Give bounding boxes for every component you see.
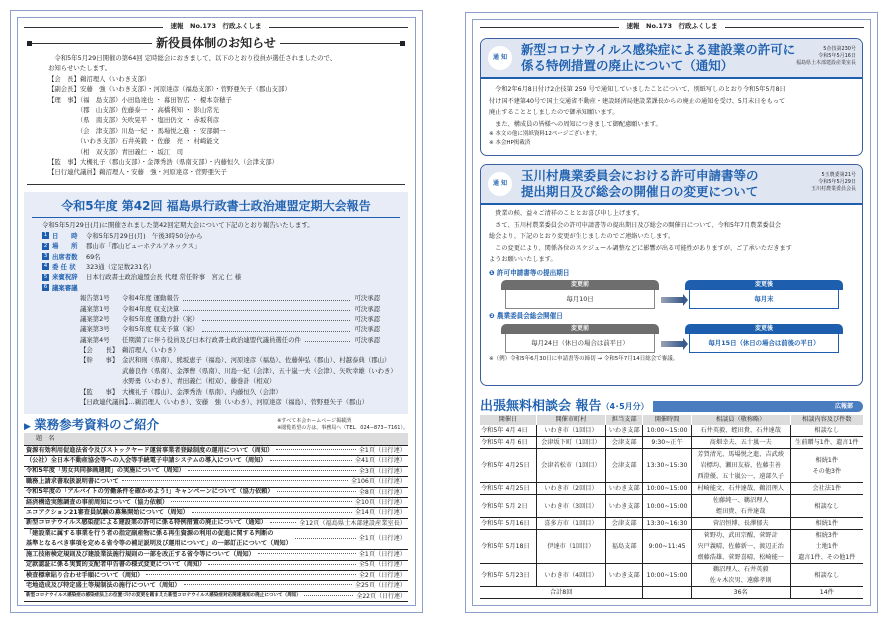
- table-cell: 10:00~15:00: [643, 495, 691, 518]
- notice-ref: 玉川村農業委員会長: [810, 186, 856, 192]
- table-row: [480, 437, 863, 449]
- table-cell: 令和5年 4月25日: [480, 449, 536, 483]
- item-label: 出席者数: [52, 252, 78, 261]
- leader-dots: [171, 501, 352, 502]
- table-cell: 髙畑幸夫、五十嵐一夫: [691, 437, 790, 449]
- reference-pages: 全41頁（日行連）: [354, 457, 406, 465]
- table-row: [480, 530, 863, 564]
- number-badge: 4: [43, 263, 48, 270]
- dept-banner: [653, 401, 863, 412]
- page-header-left: [24, 23, 408, 31]
- leader-dots: [184, 584, 352, 585]
- role-label: 【日政連代議員】: [80, 398, 132, 407]
- table-cell: 相談なし: [790, 564, 863, 587]
- reference-row[interactable]: [24, 529, 408, 550]
- role-label: 【監 事】: [80, 387, 119, 396]
- table-cell: 相続1件 その他3件: [790, 449, 863, 483]
- reference-title: 新型コロナウイルス感染症による建設業の許可に係る特例措置の廃止について（通知）: [26, 519, 267, 527]
- table-cell: 相続3件 土地1件 遺言1件、その他1件: [790, 530, 863, 564]
- table-cell: 鵜沼理人、石井英毅 佐々木次男、遠藤孝則: [691, 564, 790, 587]
- congress-item: [42, 262, 408, 272]
- references-column-header: 題 名: [24, 433, 408, 445]
- reference-title: 検査標章貼り合わせ手順について（周知）: [26, 571, 144, 579]
- leader-dots: [276, 449, 356, 450]
- number-badge: 6: [43, 284, 48, 291]
- reference-pages: 全25頁（日行連）: [354, 582, 406, 590]
- table-cell: 村崎能文、石井達哉、鵜沼理人: [691, 483, 790, 495]
- officer-line: 【会 長】鵜沼理人（いわき支部）: [48, 74, 151, 83]
- reference-title: 新型コロナウイルス感染症の感染症法上の位置づけの変更を踏まえた新型コロナウイルス感染症対応関連通知の廃止について（周知）: [26, 593, 301, 599]
- notice-note: ※ 本会HP掲載済: [489, 140, 531, 146]
- intro-line: 令和5年5月29日開催の第64回 定時総会におきまして、以下のとおり役員が選任されましたので、: [48, 54, 337, 62]
- reference-row[interactable]: [24, 477, 408, 487]
- agenda-result: 可決承認: [354, 304, 380, 313]
- reference-title: 定款認証に係る実質的支配者申告書の様式変更について（周知）: [26, 561, 206, 569]
- notice-ref: 5企技第230号: [823, 46, 856, 52]
- header-text: 速報 No.173 行政ふくしま: [626, 22, 718, 31]
- table-row: [480, 483, 863, 495]
- table-row: [480, 518, 863, 530]
- header-text: 速報 No.173 行政ふくしま: [170, 22, 262, 31]
- agenda-title: 令和5年度 運動方針（案）: [122, 314, 199, 323]
- table-row: [480, 564, 863, 587]
- table-row: [480, 425, 863, 437]
- leader-dots: [258, 553, 356, 554]
- congress-item: [42, 252, 408, 262]
- notice-body-line: さて、玉川村農業委員会の許可申請書等の提出期日及び総会の開催日について、令和5年7月農業委員会: [489, 221, 782, 229]
- agenda-row: [42, 314, 380, 324]
- reference-title: 施工技術検定規則及び建設業法施行規則の一部を改正する省令等について（周知）: [26, 550, 255, 558]
- leader-dots: [202, 324, 350, 331]
- notice-badge: 通 知: [488, 46, 512, 70]
- role-row: [42, 345, 398, 355]
- officer-line: 【日行連代議員】鵜沼理人・安藤 強・河原達彦・菅野亜矢子: [48, 168, 227, 177]
- after-value: 毎月15日（休日の場合は前後の平日）: [689, 334, 839, 353]
- reference-row[interactable]: [24, 467, 408, 477]
- leader-dots: [208, 564, 355, 565]
- item-label: 来賓祝辞: [52, 273, 78, 282]
- table-cell: 9:00~11:45: [643, 530, 691, 564]
- table-cell: 相続1件: [790, 518, 863, 530]
- leader-dots: [188, 470, 356, 471]
- officer-line: （会 津支部）川島一紀 ・ 馬場悦之進 ・ 安部網一: [48, 126, 226, 135]
- agenda-no: 議案第3号: [80, 325, 110, 334]
- officer-line: （郡 山支部）佐藤泰一 ・ 高橋利知 ・ 影山常光: [48, 105, 220, 114]
- notice-example: ※（例）令和5年6月30日に申請書等の締切 → 令和5年7月14日総会で審議。: [489, 356, 679, 363]
- table-cell: 13:30~15:30: [643, 449, 691, 483]
- change-section-title: ❷ 農業委員会総会開催日: [489, 312, 563, 321]
- agenda-title: 任期満了に伴う役員及び日本行政書士政治連盟代議員選任の件: [122, 335, 301, 344]
- officers-bottom-rule: [27, 184, 405, 185]
- notice-body-line: 令和2年6月8日付け2企技第 259 号で通知していましたことについて、別紙写しのとおり令和5年5月8日: [489, 86, 786, 93]
- reference-pages: 全12頁（福島県土木部建設産業室長）: [299, 519, 406, 527]
- reference-row[interactable]: [24, 561, 408, 571]
- leader-dots: [183, 293, 350, 300]
- agenda-no: 議案第1号: [80, 304, 110, 313]
- table-cell: 令和5年 5月16日: [480, 518, 536, 530]
- reference-title: 「建設業に属する事業を行う者の指定副産物に係る再生資源の利用の促進に関する判断の 基準となるべき事項を定める省令等の補足説明及び運用について」の一部訂正について（周知）: [26, 530, 292, 548]
- reference-title: 資源有効利用促進法省令及びストックヤード運営事業者登録制度の運用について（周知）: [26, 446, 274, 454]
- table-cell: 佐藤純一、鵜沼理人 蛭田貴、石井達哉: [691, 495, 790, 518]
- agenda-no: 議案第4号: [80, 335, 110, 344]
- references-title-text: 業務参考資料のご紹介: [34, 416, 160, 432]
- officer-line: （相 双支部）青田義仁 ・ 坂江 司: [48, 147, 184, 156]
- notice-badge: 通 知: [488, 172, 512, 196]
- intro-line: お知らせいたします。: [48, 64, 112, 73]
- reference-row[interactable]: [24, 581, 408, 591]
- notice-ref: 令和5年5月16日: [818, 53, 856, 59]
- officer-line: 【監 事】大槻礼子（郡山支部）・金澤秀浩（県南支部）・内藤恒久（会津支部）: [48, 157, 279, 166]
- notice-note: ※ 本文の他に別紙資料12ページございます。: [489, 131, 601, 137]
- leader-dots: [305, 335, 351, 342]
- column-header: 開催時間: [643, 415, 691, 425]
- leader-dots: [277, 491, 356, 492]
- consult-period: （4･5月分）: [601, 401, 649, 411]
- reference-row[interactable]: [24, 488, 408, 498]
- total-label: 合計8回: [480, 587, 643, 599]
- before-label: 変更前: [501, 324, 659, 334]
- item-value: 令和5年5月29日(月) 午後3時50分から: [86, 231, 203, 240]
- table-cell: 10:00~15:00: [643, 564, 691, 587]
- references-note: ※閲覧希望の方は、事務局へ（TEL．024−873−7161）。: [277, 424, 408, 431]
- table-cell: 会津支部: [605, 449, 642, 483]
- table-cell: いわき支部: [605, 564, 642, 587]
- table-cell: 10:00~15:00: [643, 425, 691, 437]
- notice-ref: 令和5年5月29日: [818, 179, 856, 185]
- after-box: [685, 324, 843, 353]
- before-label: 変更前: [501, 280, 659, 290]
- consultation-report: [480, 398, 863, 599]
- after-label: 変更後: [685, 280, 843, 290]
- table-cell: 菅沼恒博、長澤郁夫: [691, 518, 790, 530]
- item-label: 委 任 状: [52, 262, 76, 271]
- leader-dots: [183, 304, 350, 311]
- agenda-result: 可決承認: [354, 314, 380, 323]
- column-header: 担当支部: [605, 415, 642, 425]
- number-badge: 1: [43, 232, 48, 239]
- leader-dots: [304, 595, 353, 596]
- table-cell: 芳賀清光、馬場悦之進、吉武竣 岩標均、瀬田友裕、佐藤圭善 西澄優、五十嵐公一、遠部久子: [691, 449, 790, 483]
- reference-pages: 全5頁（日行連）: [358, 561, 406, 569]
- role-names: 大槻礼子（郡山）、金澤秀浩（県南）、内藤恒久（会津）: [122, 387, 282, 396]
- notice-ref: 5玉農委第21号: [821, 172, 856, 178]
- reference-pages: 全1頁（日行連）: [358, 551, 406, 559]
- table-row: [480, 449, 863, 483]
- agenda-row: [42, 324, 380, 334]
- reference-row[interactable]: [24, 592, 408, 602]
- table-cell: 生前贈与1件、遺言1件: [790, 437, 863, 449]
- table-cell: 会津坂下町（1回目）: [536, 437, 605, 449]
- notice-ref: 福島県土木部建設産業室長: [795, 60, 856, 66]
- agenda-result: 可決承認: [354, 294, 380, 303]
- before-box: [501, 324, 659, 353]
- table-cell: 喜多方市（1回目）: [536, 518, 605, 530]
- item-label: 日 時: [52, 231, 78, 240]
- leader-dots: [270, 460, 352, 461]
- notice-title: 玉川村農業委員会における許可申請書等の: [521, 168, 759, 183]
- reference-pages: 全1頁（日行連）: [358, 446, 406, 454]
- column-header: 相談内容及び件数: [790, 415, 863, 425]
- before-box: [501, 280, 659, 309]
- number-badge: 3: [43, 253, 48, 260]
- agenda-row: [42, 335, 380, 345]
- role-names: 金沢和則（県南）、熊坂恵子（福島）、河原達彦（福島）、佐藤伸弘（郡山）、村越泰典（郡山） 武藤良作（県南）、金澤豊（県南）、川島一紀（会津）、五十嵐一夫（会津）、矢吹幸雄（いわき） 水野勇（いわき）、青田義仁（相双）、藤巻計（相双）: [122, 356, 397, 386]
- arrow-right-icon: [661, 297, 683, 303]
- table-cell: 福島支部: [605, 530, 642, 564]
- table-cell: 令和5年 5月23日: [480, 564, 536, 587]
- table-row: [480, 495, 863, 518]
- table-cell: 令和5年 4月25日: [480, 483, 536, 495]
- item-value: 日本行政書士政治連盟会長 代理 常任幹事 宮元 仁 様: [86, 273, 242, 282]
- table-cell: 会津支部: [605, 437, 642, 449]
- notice-title: 提出期日及び総会の開催日の変更について: [521, 184, 759, 199]
- agenda-row: [42, 293, 380, 303]
- reference-title: 経済構造実態調査の事前周知について（協力依頼）: [26, 498, 169, 506]
- congress-item: [42, 272, 408, 282]
- notice-title: 新型コロナウイルス感染症による建設業の許可に: [521, 42, 796, 57]
- reference-pages: 全1頁（日行連）: [358, 535, 406, 543]
- notice-covid-permit: [480, 38, 863, 156]
- reference-pages: 全106頁（日行連）: [350, 478, 406, 486]
- role-label: 【幹 事】: [80, 356, 119, 365]
- officer-line: （いわき支部）石井英毅 ・ 佐藤 亮 ・ 村崎能文: [48, 137, 220, 146]
- officers-title: [27, 36, 405, 50]
- reference-row[interactable]: [24, 571, 408, 581]
- officer-line: 【理 事】（福 島支部）小田島達也 ・ 幕田智広 ・ 榎本奈穂子: [48, 95, 232, 104]
- table-cell: 令和5年 5月 2日: [480, 495, 536, 518]
- after-value: 毎月末: [689, 290, 839, 309]
- table-cell: 伊達市（1回目）: [536, 530, 605, 564]
- table-cell: いわき市（2回目）: [536, 483, 605, 495]
- agenda-title: 令和5年度 収支予算（案）: [122, 325, 199, 334]
- table-cell: 令和5年 4月 6日: [480, 437, 536, 449]
- notice-body-line: また、構成員の皆様への周知につきまして御配慮願います。: [489, 120, 662, 128]
- column-header: 開催市町村: [536, 415, 605, 425]
- consult-title: 出張無料相談会 報告: [480, 398, 602, 414]
- references-title: [24, 417, 159, 433]
- table-cell: 令和5年 5月18日: [480, 530, 536, 564]
- reference-pages: 全14頁（日行連）: [354, 509, 406, 517]
- role-row: [42, 355, 398, 386]
- leader-dots: [270, 522, 296, 523]
- after-box: [685, 280, 843, 309]
- leader-dots: [192, 512, 352, 513]
- reference-row[interactable]: [24, 508, 408, 518]
- table-cell: いわき市（3回目）: [536, 495, 605, 518]
- officer-line: 【副会長】安藤 強（いわき支部）・河原達彦（福島支部）・菅野亜矢子（郡山支部）: [48, 85, 291, 94]
- reference-title: 令和5年度の「アルバイトの労働条件を確かめよう!」キャンペーンについて（協力依頼）: [26, 488, 274, 496]
- role-names: 鵜沼理人（いわき）: [122, 346, 180, 355]
- congress-title: 令和5年度 第42回 福島県行政書士政治連盟定期大会報告: [32, 199, 400, 218]
- table-cell: いわき支部: [605, 483, 642, 495]
- role-names: ……鵜沼理人（いわき）、安藤 強（いわき）、河原達彦（福島）、菅野亜矢子（郡山）: [122, 398, 369, 407]
- agenda-result: 可決承認: [354, 325, 380, 334]
- item-label: 議案審議: [52, 283, 78, 292]
- total-row: [480, 587, 863, 599]
- table-cell: いわき支部: [605, 425, 642, 437]
- agenda-row: [42, 304, 380, 314]
- number-badge: 2: [43, 242, 48, 249]
- agenda-title: 令和4年度 運動報告: [122, 294, 180, 303]
- after-label: 変更後: [685, 324, 843, 334]
- table-cell: 相談なし: [790, 425, 863, 437]
- table-cell: いわき市（4回目）: [536, 564, 605, 587]
- reference-pages: 全8頁（日行連）: [358, 488, 406, 496]
- congress-item: [42, 283, 408, 293]
- notice-body-line: 廃止することとしましたので御承知願います。: [489, 109, 619, 116]
- agenda-result: 可決承認: [354, 335, 380, 344]
- item-label: 場 所: [52, 242, 78, 251]
- reference-pages: 全3頁（日行連）: [358, 467, 406, 475]
- congress-intro: 令和5年5月29日(月)に開催されました第42回定期大会について下記のとおり報告いたします。: [42, 221, 314, 230]
- total-people: 36名: [691, 587, 790, 599]
- total-blank: [643, 587, 691, 599]
- reference-pages: 全22頁（日行連）: [356, 592, 406, 600]
- table-cell: 13:30~16:30: [643, 518, 691, 530]
- leader-dots: [146, 574, 355, 575]
- dept-label: 広報部: [834, 403, 853, 410]
- reference-row[interactable]: [24, 446, 408, 456]
- role-row: [42, 397, 398, 407]
- congress-item: [42, 241, 408, 251]
- table-cell: いわき市（1回目）: [536, 425, 605, 437]
- notice-title: 係る特例措置の廃止について（通知）: [521, 58, 734, 73]
- table-cell: 石井英毅、蛭田貴、石井達哉: [691, 425, 790, 437]
- notice-body-line: ようお願いいたします。: [489, 256, 557, 263]
- reference-row[interactable]: [24, 456, 408, 466]
- reference-row[interactable]: [24, 550, 408, 560]
- before-value: 毎月10日: [505, 290, 655, 309]
- page-header-right: [480, 23, 864, 31]
- leader-dots: [202, 314, 350, 321]
- number-badge: 5: [43, 273, 48, 280]
- table-cell: 令和5年 4月 4日: [480, 425, 536, 437]
- triangle-icon: ▶: [24, 421, 35, 432]
- table-cell: 菅野功、武田宗醒、菅野計 宍戸義晴、佐藤新一、渡辺正治 齋藤浩雄、菅野喜晴、松崎能一: [691, 530, 790, 564]
- table-cell: 相談なし: [790, 495, 863, 518]
- table-cell: 会社法1件: [790, 483, 863, 495]
- role-label: 【会 長】: [80, 346, 119, 355]
- officers-title-text: 新役員体制のお知らせ: [156, 36, 276, 50]
- arrow-right-icon: [661, 341, 683, 347]
- notice-body-line: 総会より、下記のとおり変更が生じましたのでご連絡いたします。: [489, 233, 675, 240]
- consultation-table: [480, 415, 863, 599]
- references-note: ※すべて本会ホームページ掲載済: [277, 418, 352, 424]
- reference-row[interactable]: [24, 519, 408, 529]
- change-comparison: [501, 280, 854, 309]
- references-section: [24, 416, 408, 602]
- officer-line: （県 南支部）矢吹晃平 ・ 塩田仍文 ・ 赤坂利彦: [48, 116, 220, 125]
- leader-dots: [295, 538, 356, 539]
- agenda-no: 報告第1号: [80, 294, 110, 303]
- notice-body-line: 貴業の候、益々ご清祥のこととお喜び申し上げます。: [489, 210, 644, 217]
- change-comparison: [501, 324, 854, 353]
- table-cell: 会津若松市（1回目）: [536, 449, 605, 483]
- column-header: 相談員（敬称略）: [691, 415, 790, 425]
- table-cell: 9:30~正午: [643, 437, 691, 449]
- reference-title: （公社）全日本不動産協会等への入会等手続電子申請システムの導入について（周知）: [26, 457, 267, 465]
- reference-title: 宅地造成及び特定盛土等規制法の施行について（周知）: [26, 582, 181, 589]
- table-cell: 会津支部: [605, 518, 642, 530]
- reference-pages: 全2頁（日行連）: [358, 571, 406, 579]
- congress-panel: [24, 192, 408, 414]
- role-row: [42, 387, 398, 397]
- agenda-title: 令和4年度 収支決算: [122, 304, 180, 313]
- item-value: 323通（定足数231名）: [86, 262, 156, 271]
- notice-tamakawa: [480, 164, 863, 386]
- officers-body: [48, 53, 336, 178]
- total-cases: 14件: [790, 587, 863, 599]
- congress-item: [42, 231, 408, 241]
- agenda-no: 議案第2号: [80, 314, 110, 323]
- notice-body-line: この変更により、関係各位のスケジュール調整などに影響が出る可能性がありますが、ご了承いただきます: [489, 244, 792, 252]
- table-cell: 10:00~15:00: [643, 483, 691, 495]
- reference-pages: 全10頁（日行連）: [354, 498, 406, 506]
- table-cell: いわき支部: [605, 495, 642, 518]
- column-header: 開催日: [480, 415, 536, 425]
- notice-body-line: 付け国不建第40号で国土交通省不動産・建設経済局建設業課長からの廃止の通知を受け、5月末日をもって: [489, 97, 786, 105]
- reference-title: エコアクション21審査員試験の募集開始について（周知）: [26, 509, 189, 517]
- before-value: 毎月24日（休日の場合は前平日）: [505, 334, 655, 353]
- reference-title: 職務上請求書取扱説明書について: [26, 477, 119, 485]
- item-value: 69名: [86, 252, 101, 261]
- change-section-title: ❶ 許可申請書等の提出期日: [489, 268, 570, 277]
- reference-title: 令和5年度「男女共同参画週間」の実施について（周知）: [26, 467, 185, 475]
- item-value: 郡山市「郡山ビューホテルアネックス」: [86, 242, 201, 251]
- leader-dots: [122, 480, 348, 481]
- reference-row[interactable]: [24, 498, 408, 508]
